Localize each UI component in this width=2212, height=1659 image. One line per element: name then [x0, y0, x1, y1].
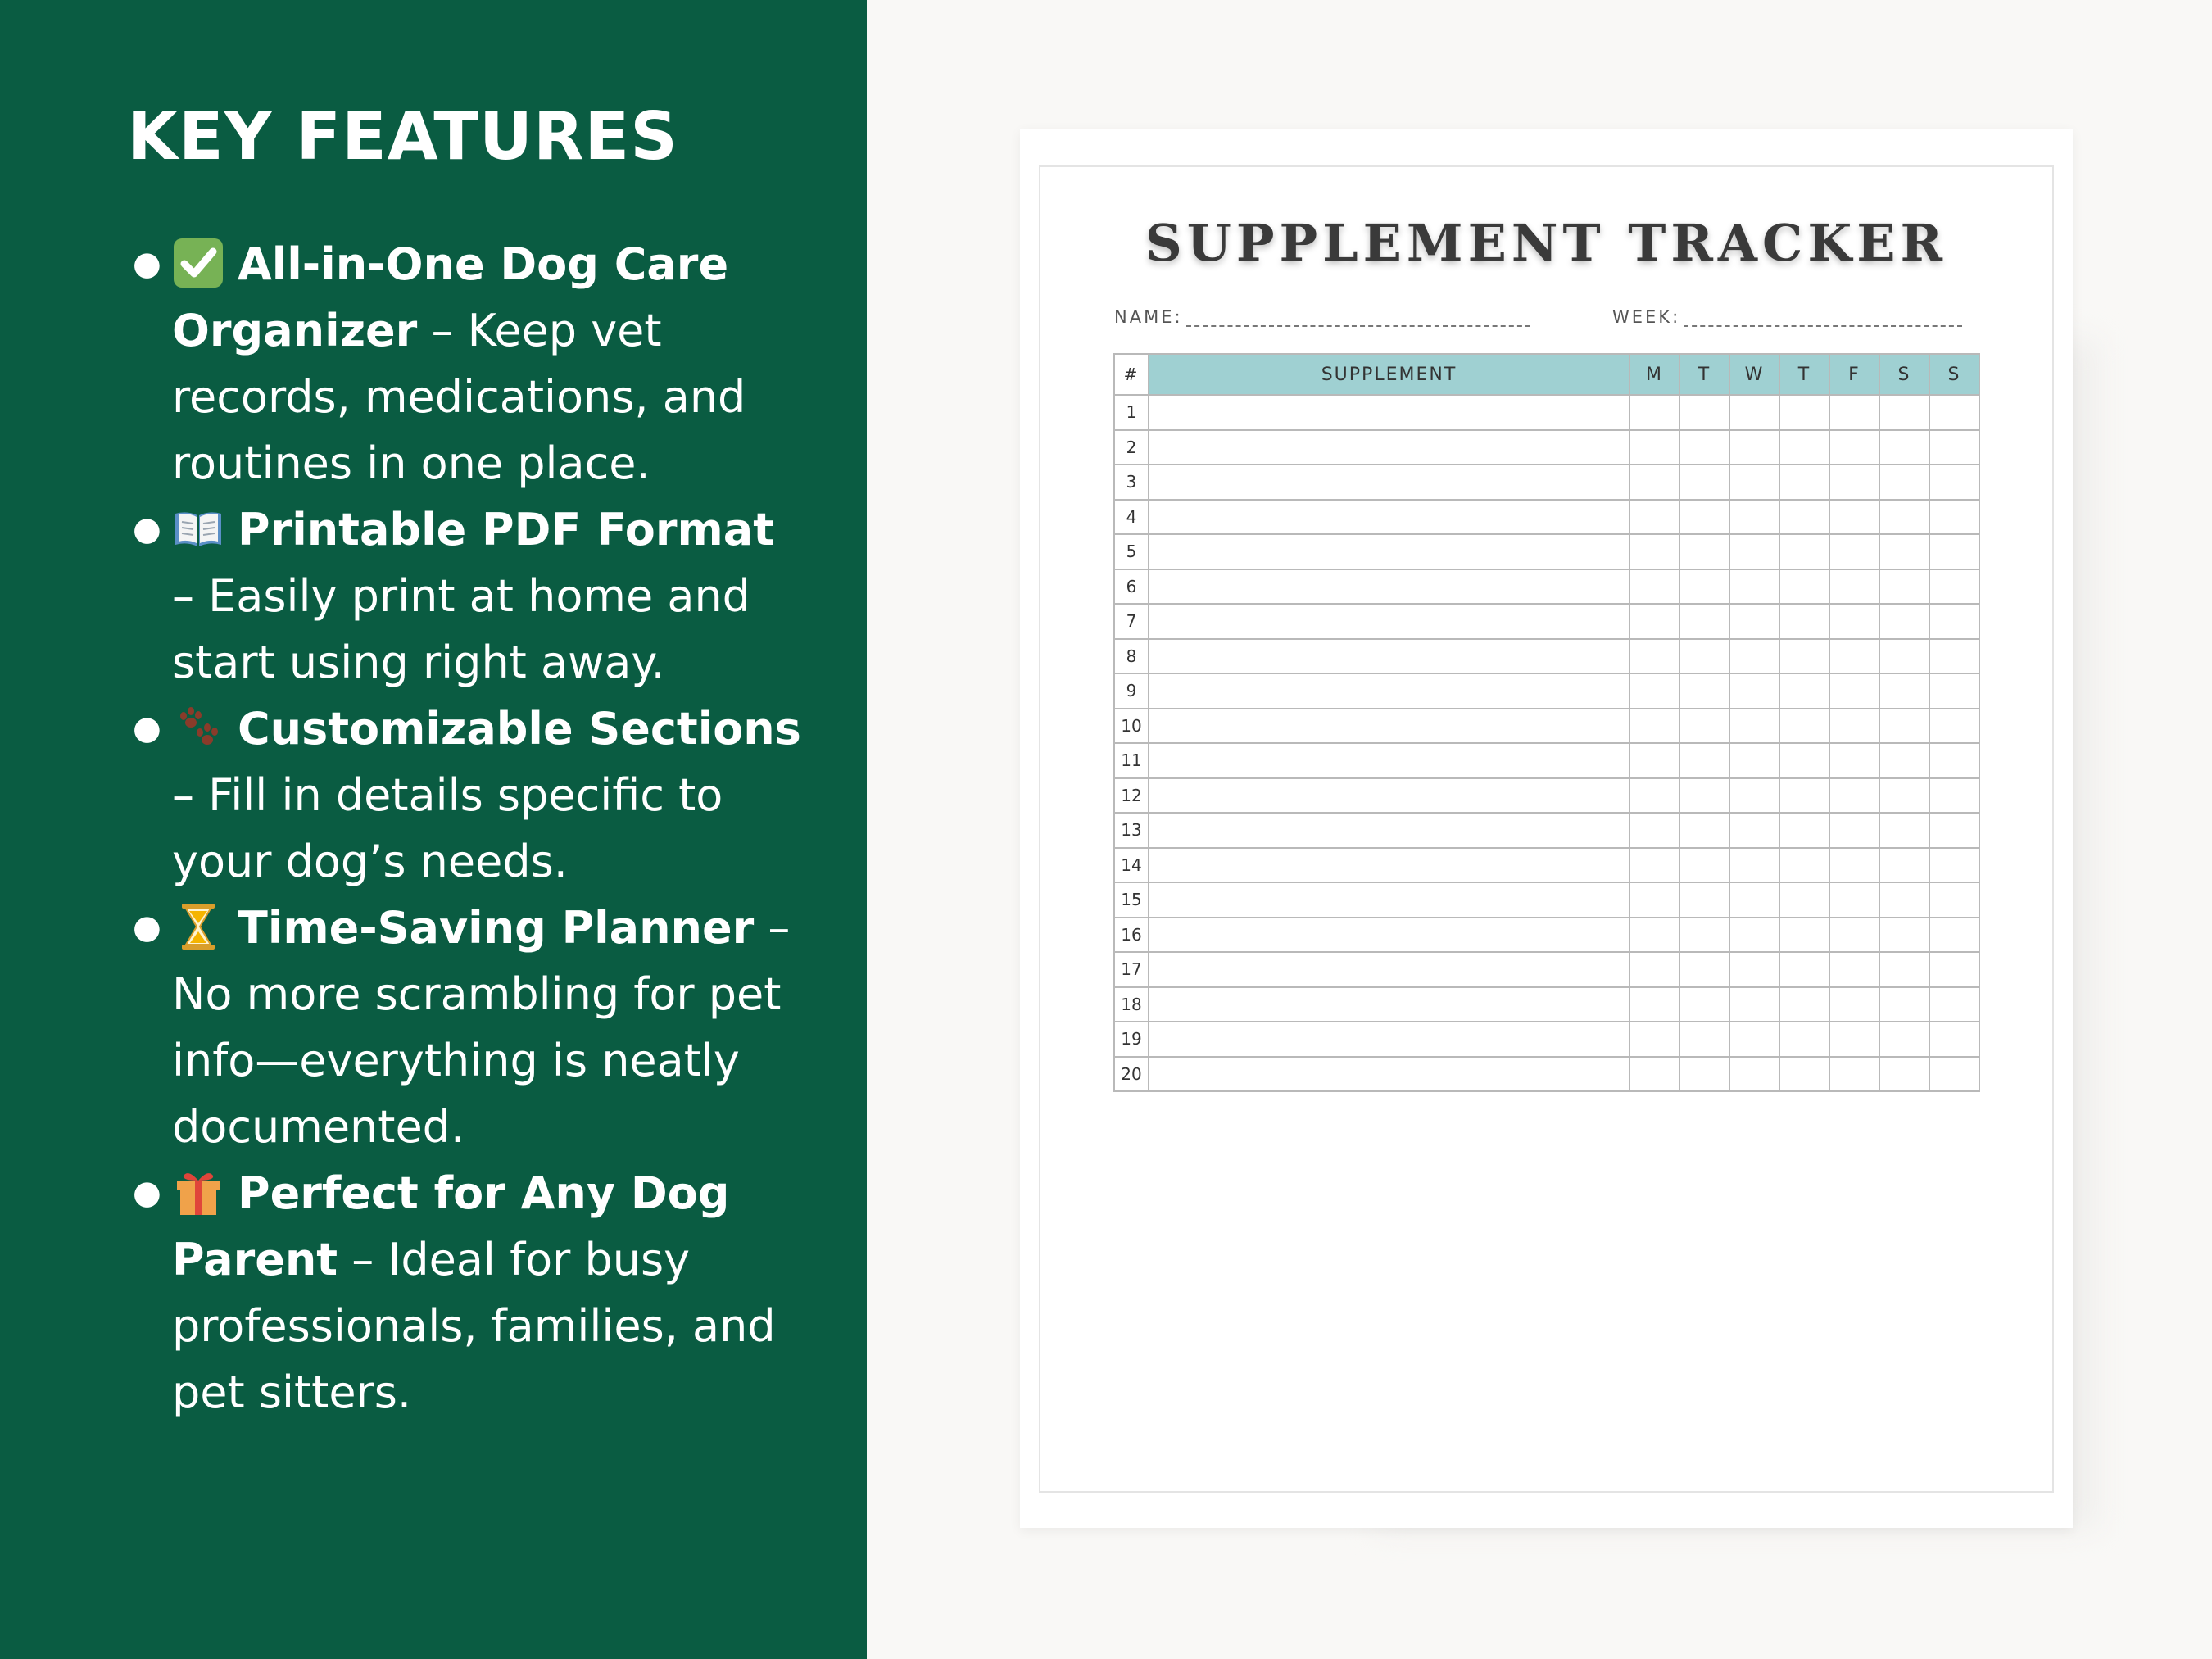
day-check-cell: [1929, 1057, 1979, 1092]
day-check-cell: [1879, 673, 1929, 709]
supplement-cell: [1149, 569, 1630, 605]
day-check-cell: [1929, 569, 1979, 605]
table-row: [1114, 673, 1979, 709]
feature-text: – Fill in details specific to your dog’s needs.: [172, 769, 723, 887]
day-check-cell: [1679, 987, 1729, 1022]
day-check-cell: [1929, 639, 1979, 674]
table-row: [1114, 1022, 1979, 1057]
column-header-supplement: SUPPLEMENT: [1149, 354, 1630, 395]
supplement-cell: [1149, 918, 1630, 953]
day-check-cell: [1679, 918, 1729, 953]
table-row: [1114, 430, 1979, 465]
day-check-cell: [1729, 673, 1779, 709]
day-check-cell: [1879, 743, 1929, 778]
day-check-cell: [1829, 500, 1879, 535]
day-check-cell: [1679, 639, 1729, 674]
table-row: [1114, 813, 1979, 848]
feature-item: [127, 1160, 807, 1426]
row-number: 6: [1114, 569, 1149, 605]
day-check-cell: [1679, 604, 1729, 639]
feature-text: – Easily print at home and start using right away.: [172, 570, 750, 688]
feature-lead: Perfect for Any Dog Parent: [172, 1167, 730, 1285]
day-check-cell: [1679, 500, 1729, 535]
table-row: [1114, 465, 1979, 500]
column-header-day: W: [1729, 354, 1779, 395]
day-check-cell: [1929, 395, 1979, 430]
day-check-cell: [1679, 709, 1729, 744]
day-check-cell: [1729, 569, 1779, 605]
day-check-cell: [1929, 465, 1979, 500]
day-check-cell: [1630, 534, 1679, 569]
day-check-cell: [1729, 430, 1779, 465]
day-check-cell: [1729, 778, 1779, 814]
row-number: 15: [1114, 882, 1149, 918]
open-book-icon: [172, 502, 224, 555]
day-check-cell: [1879, 604, 1929, 639]
features-title: KEY FEATURES: [127, 98, 678, 175]
feature-lead: All-in-One Dog Care Organizer: [172, 238, 729, 356]
supplement-cell: [1149, 673, 1630, 709]
row-number: 19: [1114, 1022, 1149, 1057]
day-check-cell: [1779, 813, 1829, 848]
day-check-cell: [1879, 952, 1929, 987]
day-check-cell: [1779, 395, 1829, 430]
row-number: 2: [1114, 430, 1149, 465]
column-header-number: #: [1114, 354, 1149, 395]
day-check-cell: [1679, 534, 1729, 569]
table-row: [1114, 952, 1979, 987]
day-check-cell: [1779, 1057, 1829, 1092]
day-check-cell: [1729, 604, 1779, 639]
feature-text: – No more scrambling for pet info—everything is neatly documented.: [172, 902, 791, 1153]
row-number: 12: [1114, 778, 1149, 814]
day-check-cell: [1829, 639, 1879, 674]
day-check-cell: [1829, 848, 1879, 883]
day-check-cell: [1779, 639, 1829, 674]
day-check-cell: [1929, 882, 1979, 918]
supplement-cell: [1149, 465, 1630, 500]
day-check-cell: [1929, 430, 1979, 465]
day-check-cell: [1729, 952, 1779, 987]
feature-text: – Ideal for busy professionals, families, and pet sitters.: [172, 1234, 776, 1418]
day-check-cell: [1929, 604, 1979, 639]
table-row: [1114, 604, 1979, 639]
day-check-cell: [1630, 813, 1679, 848]
day-check-cell: [1879, 882, 1929, 918]
day-check-cell: [1729, 813, 1779, 848]
day-check-cell: [1729, 743, 1779, 778]
row-number: 16: [1114, 918, 1149, 953]
day-check-cell: [1679, 813, 1729, 848]
day-check-cell: [1929, 813, 1979, 848]
day-check-cell: [1829, 778, 1879, 814]
day-check-cell: [1729, 709, 1779, 744]
day-check-cell: [1729, 395, 1779, 430]
column-header-day: S: [1929, 354, 1979, 395]
day-check-cell: [1630, 465, 1679, 500]
table-row: [1114, 1057, 1979, 1092]
feature-lead: Customizable Sections: [238, 703, 801, 755]
day-check-cell: [1879, 465, 1929, 500]
day-check-cell: [1729, 918, 1779, 953]
name-line: [1186, 309, 1530, 327]
day-check-cell: [1779, 430, 1829, 465]
day-check-cell: [1779, 778, 1829, 814]
day-check-cell: [1929, 952, 1979, 987]
row-number: 4: [1114, 500, 1149, 535]
day-check-cell: [1829, 743, 1879, 778]
feature-lead: Time-Saving Planner: [238, 902, 755, 954]
day-check-cell: [1879, 848, 1929, 883]
day-check-cell: [1779, 918, 1829, 953]
day-check-cell: [1779, 673, 1829, 709]
day-check-cell: [1679, 743, 1729, 778]
day-check-cell: [1729, 882, 1779, 918]
day-check-cell: [1879, 778, 1929, 814]
column-header-day: S: [1879, 354, 1929, 395]
week-label: WEEK:: [1612, 307, 1681, 327]
day-check-cell: [1929, 534, 1979, 569]
table-row: [1114, 778, 1979, 814]
row-number: 20: [1114, 1057, 1149, 1092]
day-check-cell: [1679, 673, 1729, 709]
table-row: [1114, 918, 1979, 953]
day-check-cell: [1679, 1057, 1729, 1092]
day-check-cell: [1829, 952, 1879, 987]
day-check-cell: [1829, 465, 1879, 500]
day-check-cell: [1879, 534, 1929, 569]
week-line: [1684, 309, 1962, 327]
day-check-cell: [1829, 882, 1879, 918]
day-check-cell: [1829, 673, 1879, 709]
sheet-title: SUPPLEMENT TRACKER: [1145, 213, 1947, 273]
day-check-cell: [1630, 604, 1679, 639]
table-row: [1114, 848, 1979, 883]
bullet-icon: ●: [133, 709, 161, 747]
day-check-cell: [1630, 395, 1679, 430]
day-check-cell: [1879, 987, 1929, 1022]
table-row: [1114, 534, 1979, 569]
day-check-cell: [1779, 534, 1829, 569]
day-check-cell: [1829, 430, 1879, 465]
day-check-cell: [1879, 1057, 1929, 1092]
supplement-cell: [1149, 500, 1630, 535]
gift-icon: [172, 1166, 224, 1218]
supplement-cell: [1149, 813, 1630, 848]
day-check-cell: [1679, 778, 1729, 814]
column-header-day: M: [1630, 354, 1679, 395]
feature-item: [127, 895, 807, 1160]
supplement-cell: [1149, 604, 1630, 639]
day-check-cell: [1630, 709, 1679, 744]
day-check-cell: [1829, 709, 1879, 744]
supplement-cell: [1149, 395, 1630, 430]
day-check-cell: [1779, 709, 1829, 744]
hourglass-icon: [172, 900, 224, 953]
day-check-cell: [1679, 569, 1729, 605]
day-check-cell: [1779, 500, 1829, 535]
feature-lead: Printable PDF Format: [238, 504, 775, 555]
day-check-cell: [1829, 534, 1879, 569]
day-check-cell: [1729, 848, 1779, 883]
day-check-cell: [1679, 430, 1729, 465]
bullet-icon: ●: [133, 1174, 161, 1212]
day-check-cell: [1879, 709, 1929, 744]
bullet-icon: ●: [133, 909, 161, 946]
day-check-cell: [1829, 604, 1879, 639]
supplement-cell: [1149, 778, 1630, 814]
day-check-cell: [1679, 1022, 1729, 1057]
day-check-cell: [1630, 1057, 1679, 1092]
row-number: 7: [1114, 604, 1149, 639]
table-row: [1114, 987, 1979, 1022]
row-number: 18: [1114, 987, 1149, 1022]
day-check-cell: [1679, 465, 1729, 500]
table-row: [1114, 569, 1979, 605]
day-check-cell: [1630, 430, 1679, 465]
column-header-day: T: [1679, 354, 1729, 395]
day-check-cell: [1929, 918, 1979, 953]
day-check-cell: [1929, 673, 1979, 709]
name-label: NAME:: [1114, 307, 1183, 327]
day-check-cell: [1679, 395, 1729, 430]
row-number: 13: [1114, 813, 1149, 848]
row-number: 5: [1114, 534, 1149, 569]
supplement-cell: [1149, 639, 1630, 674]
row-number: 1: [1114, 395, 1149, 430]
day-check-cell: [1729, 1057, 1779, 1092]
day-check-cell: [1779, 848, 1829, 883]
feature-item: [127, 696, 807, 895]
row-number: 17: [1114, 952, 1149, 987]
day-check-cell: [1829, 1022, 1879, 1057]
day-check-cell: [1630, 1022, 1679, 1057]
row-number: 14: [1114, 848, 1149, 883]
day-check-cell: [1779, 743, 1829, 778]
day-check-cell: [1829, 569, 1879, 605]
feature-item: [127, 231, 807, 496]
day-check-cell: [1779, 987, 1829, 1022]
day-check-cell: [1630, 882, 1679, 918]
features-panel: [0, 0, 867, 1659]
supplement-cell: [1149, 743, 1630, 778]
day-check-cell: [1879, 639, 1929, 674]
day-check-cell: [1630, 743, 1679, 778]
day-check-cell: [1729, 639, 1779, 674]
day-check-cell: [1829, 987, 1879, 1022]
feature-text: – Keep vet records, medications, and routines in one place.: [172, 305, 746, 489]
day-check-cell: [1779, 1022, 1829, 1057]
table-row: [1114, 882, 1979, 918]
row-number: 11: [1114, 743, 1149, 778]
supplement-cell: [1149, 882, 1630, 918]
day-check-cell: [1929, 709, 1979, 744]
supplement-cell: [1149, 848, 1630, 883]
supplement-cell: [1149, 709, 1630, 744]
week-field: [1612, 307, 1962, 327]
day-check-cell: [1879, 918, 1929, 953]
day-check-cell: [1679, 848, 1729, 883]
table-row: [1114, 500, 1979, 535]
name-field: [1114, 307, 1530, 327]
table-header-row: [1114, 354, 1979, 395]
bullet-icon: ●: [133, 245, 161, 283]
row-number: 9: [1114, 673, 1149, 709]
day-check-cell: [1829, 395, 1879, 430]
check-mark-icon: [172, 237, 224, 289]
day-check-cell: [1729, 465, 1779, 500]
supplement-cell: [1149, 1057, 1630, 1092]
supplement-cell: [1149, 952, 1630, 987]
day-check-cell: [1929, 743, 1979, 778]
features-list: [127, 231, 807, 1426]
day-check-cell: [1630, 918, 1679, 953]
day-check-cell: [1929, 848, 1979, 883]
supplement-cell: [1149, 534, 1630, 569]
paw-prints-icon: [172, 701, 224, 754]
tracker-sheet: [1020, 129, 2073, 1528]
day-check-cell: [1779, 604, 1829, 639]
day-check-cell: [1630, 673, 1679, 709]
day-check-cell: [1829, 918, 1879, 953]
day-check-cell: [1630, 569, 1679, 605]
day-check-cell: [1729, 1022, 1779, 1057]
supplement-table: [1113, 353, 1980, 1092]
day-check-cell: [1929, 500, 1979, 535]
day-check-cell: [1779, 882, 1829, 918]
day-check-cell: [1879, 395, 1929, 430]
table-row: [1114, 743, 1979, 778]
supplement-cell: [1149, 987, 1630, 1022]
day-check-cell: [1779, 952, 1829, 987]
day-check-cell: [1929, 987, 1979, 1022]
supplement-cell: [1149, 1022, 1630, 1057]
table-body: [1114, 395, 1979, 1091]
day-check-cell: [1630, 987, 1679, 1022]
day-check-cell: [1879, 813, 1929, 848]
day-check-cell: [1630, 848, 1679, 883]
column-header-day: F: [1829, 354, 1879, 395]
day-check-cell: [1929, 778, 1979, 814]
day-check-cell: [1729, 500, 1779, 535]
day-check-cell: [1829, 813, 1879, 848]
day-check-cell: [1879, 430, 1929, 465]
row-number: 10: [1114, 709, 1149, 744]
table-row: [1114, 395, 1979, 430]
day-check-cell: [1729, 534, 1779, 569]
day-check-cell: [1779, 465, 1829, 500]
day-check-cell: [1729, 987, 1779, 1022]
feature-item: [127, 496, 807, 696]
day-check-cell: [1879, 1022, 1929, 1057]
day-check-cell: [1679, 952, 1729, 987]
row-number: 3: [1114, 465, 1149, 500]
table-row: [1114, 709, 1979, 744]
column-header-day: T: [1779, 354, 1829, 395]
day-check-cell: [1879, 500, 1929, 535]
bullet-icon: ●: [133, 510, 161, 548]
table-row: [1114, 639, 1979, 674]
supplement-cell: [1149, 430, 1630, 465]
day-check-cell: [1829, 1057, 1879, 1092]
day-check-cell: [1630, 952, 1679, 987]
day-check-cell: [1879, 569, 1929, 605]
day-check-cell: [1630, 778, 1679, 814]
row-number: 8: [1114, 639, 1149, 674]
day-check-cell: [1929, 1022, 1979, 1057]
day-check-cell: [1630, 639, 1679, 674]
day-check-cell: [1630, 500, 1679, 535]
day-check-cell: [1679, 882, 1729, 918]
day-check-cell: [1779, 569, 1829, 605]
